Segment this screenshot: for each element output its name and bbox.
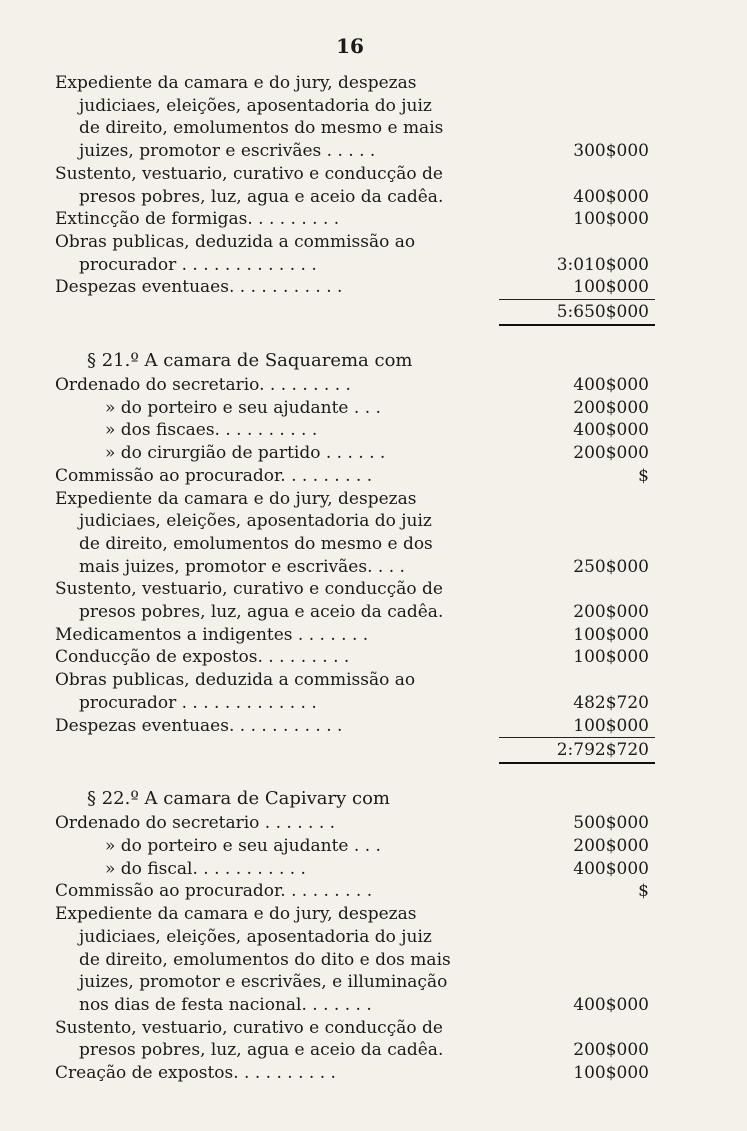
entry-line: Expediente da camara e do jury, despezas <box>55 904 417 925</box>
entry-description <box>55 669 495 714</box>
entry-amount: $ <box>638 465 649 486</box>
entry-amount: 100$000 <box>573 715 649 736</box>
entry-amount: 400$000 <box>573 375 649 396</box>
entry-description <box>55 231 495 276</box>
entry-amount: 100$000 <box>573 209 649 230</box>
entry-line: Medicamentos a indigentes . . . . . . . <box>55 624 369 645</box>
entry-line: Commissão ao procurador. . . . . . . . . <box>55 465 373 486</box>
entry-line: » do cirurgião de partido . . . . . . <box>105 443 386 464</box>
entry-description <box>55 465 495 488</box>
entry-description <box>55 163 495 208</box>
entry-line: de direito, emolumentos do dito e dos mais <box>79 949 451 970</box>
entry-line: Obras publicas, deduzida a commissão ao <box>55 670 416 691</box>
entry-line: Sustento, vestuario, curativo e conducção de <box>55 579 443 600</box>
entry-description <box>55 276 495 299</box>
entry-line: judiciaes, eleições, aposentadoria do juiz <box>79 511 432 532</box>
ledger-entry <box>55 903 655 1017</box>
entry-description <box>55 1017 495 1062</box>
entry-description <box>55 72 495 163</box>
block-total: 5:650$000 <box>499 299 655 326</box>
entry-line: Creação de expostos. . . . . . . . . . <box>55 1063 336 1084</box>
entry-amount: 100$000 <box>573 1063 649 1084</box>
entry-line: judiciaes, eleições, aposentadoria do juiz <box>79 926 432 947</box>
ledger-entry <box>55 488 655 579</box>
ledger-entry <box>55 858 655 881</box>
camara-saquarema-block <box>55 374 655 737</box>
entry-line: presos pobres, luz, agua e aceio da cadêa. <box>79 602 444 623</box>
entry-line: Despezas eventuaes. . . . . . . . . . . <box>55 715 343 736</box>
ledger-entry <box>55 163 655 208</box>
entry-description <box>55 812 495 835</box>
entry-line: » do porteiro e seu ajudante . . . <box>105 835 381 856</box>
ledger-entry <box>55 419 655 442</box>
entry-amount: 400$000 <box>573 858 649 879</box>
ledger-entry <box>55 880 655 903</box>
entry-description <box>55 488 495 579</box>
entry-description <box>55 835 495 858</box>
entry-line: juizes, promotor e escrivães . . . . . <box>79 141 376 162</box>
entry-line: Despezas eventuaes. . . . . . . . . . . <box>55 277 343 298</box>
entry-amount: 300$000 <box>573 141 649 162</box>
ledger-entry <box>55 374 655 397</box>
entry-amount: 100$000 <box>573 277 649 298</box>
entry-amount: 400$000 <box>573 994 649 1015</box>
entry-line: » do porteiro e seu ajudante . . . <box>105 397 381 418</box>
ledger-entry <box>55 1062 655 1085</box>
entry-amount: 3:010$000 <box>556 254 649 275</box>
entry-line: Conducção de expostos. . . . . . . . . <box>55 647 350 668</box>
ledger-entry <box>55 231 655 276</box>
ledger-entry <box>55 646 655 669</box>
entry-line: Ordenado do secretario . . . . . . . <box>55 813 336 834</box>
entry-amount: $ <box>638 881 649 902</box>
entry-amount: 100$000 <box>573 624 649 645</box>
section-heading-22: § 22.º A camara de Capivary com <box>87 788 390 810</box>
ledger-entry <box>55 835 655 858</box>
entry-line: Ordenado do secretario. . . . . . . . . <box>55 375 351 396</box>
ledger-entry <box>55 208 655 231</box>
entry-amount: 200$000 <box>573 602 649 623</box>
entry-description <box>55 419 495 442</box>
entry-line: de direito, emolumentos do mesmo e dos <box>79 533 433 554</box>
entry-amount: 400$000 <box>573 420 649 441</box>
entry-amount: 400$000 <box>573 186 649 207</box>
entry-description <box>55 374 495 397</box>
entry-line: Sustento, vestuario, curativo e conducção de <box>55 163 443 184</box>
entry-amount: 200$000 <box>573 1040 649 1061</box>
ledger-entry <box>55 624 655 647</box>
total-row <box>55 737 655 764</box>
ledger-entry <box>55 669 655 714</box>
entry-line: nos dias de festa nacional. . . . . . . <box>79 994 372 1015</box>
entry-description <box>55 578 495 623</box>
entry-amount: 500$000 <box>573 813 649 834</box>
ledger-entry <box>55 442 655 465</box>
camara-capivary-block <box>55 812 655 1084</box>
total-row <box>55 299 655 326</box>
section-heading-21: § 21.º A camara de Saquarema com <box>87 350 413 372</box>
entry-line: de direito, emolumentos do mesmo e mais <box>79 118 444 139</box>
entry-amount: 200$000 <box>573 835 649 856</box>
entry-line: Extincção de formigas. . . . . . . . . <box>55 209 340 230</box>
entry-amount: 482$720 <box>573 692 649 713</box>
entry-line: Commissão ao procurador. . . . . . . . . <box>55 881 373 902</box>
ledger-entry <box>55 465 655 488</box>
entry-line: presos pobres, luz, agua e aceio da cadêa. <box>79 1040 444 1061</box>
entry-amount: 250$000 <box>573 556 649 577</box>
ledger-entry <box>55 1017 655 1062</box>
entry-description <box>55 397 495 420</box>
entry-description <box>55 858 495 881</box>
entry-line: » dos fiscaes. . . . . . . . . . <box>105 420 318 441</box>
entry-line: Expediente da camara e do jury, despezas <box>55 488 417 509</box>
entry-description <box>55 208 495 231</box>
ledger-entry <box>55 578 655 623</box>
entry-line: judiciaes, eleições, aposentadoria do juiz <box>79 95 432 116</box>
entry-amount: 200$000 <box>573 397 649 418</box>
entry-line: presos pobres, luz, agua e aceio da cadêa. <box>79 186 444 207</box>
camara-block-continued <box>55 72 655 299</box>
entry-line: procurador . . . . . . . . . . . . . <box>79 692 317 713</box>
entry-description <box>55 1062 495 1085</box>
entry-amount: 100$000 <box>573 647 649 668</box>
entry-description <box>55 624 495 647</box>
entry-line: Obras publicas, deduzida a commissão ao <box>55 231 416 252</box>
ledger-entry <box>55 72 655 163</box>
ledger-page <box>55 72 655 1085</box>
ledger-entry <box>55 276 655 299</box>
page-number: 16 <box>336 34 364 58</box>
entry-description <box>55 442 495 465</box>
entry-line: Expediente da camara e do jury, despezas <box>55 73 417 93</box>
entry-description <box>55 903 495 1017</box>
entry-description <box>55 715 495 738</box>
entry-amount: 200$000 <box>573 443 649 464</box>
section-21-total: 2:792$720 <box>499 737 655 764</box>
entry-line: juizes, promotor e escrivães, e illuminação <box>79 972 448 993</box>
entry-line: mais juizes, promotor e escrivães. . . . <box>79 556 405 577</box>
entry-description <box>55 646 495 669</box>
entry-description <box>55 880 495 903</box>
entry-line: Sustento, vestuario, curativo e conducção de <box>55 1017 443 1038</box>
entry-line: procurador . . . . . . . . . . . . . <box>79 254 317 275</box>
entry-line: » do fiscal. . . . . . . . . . . <box>105 858 306 879</box>
ledger-entry <box>55 397 655 420</box>
ledger-entry <box>55 715 655 738</box>
ledger-entry <box>55 812 655 835</box>
